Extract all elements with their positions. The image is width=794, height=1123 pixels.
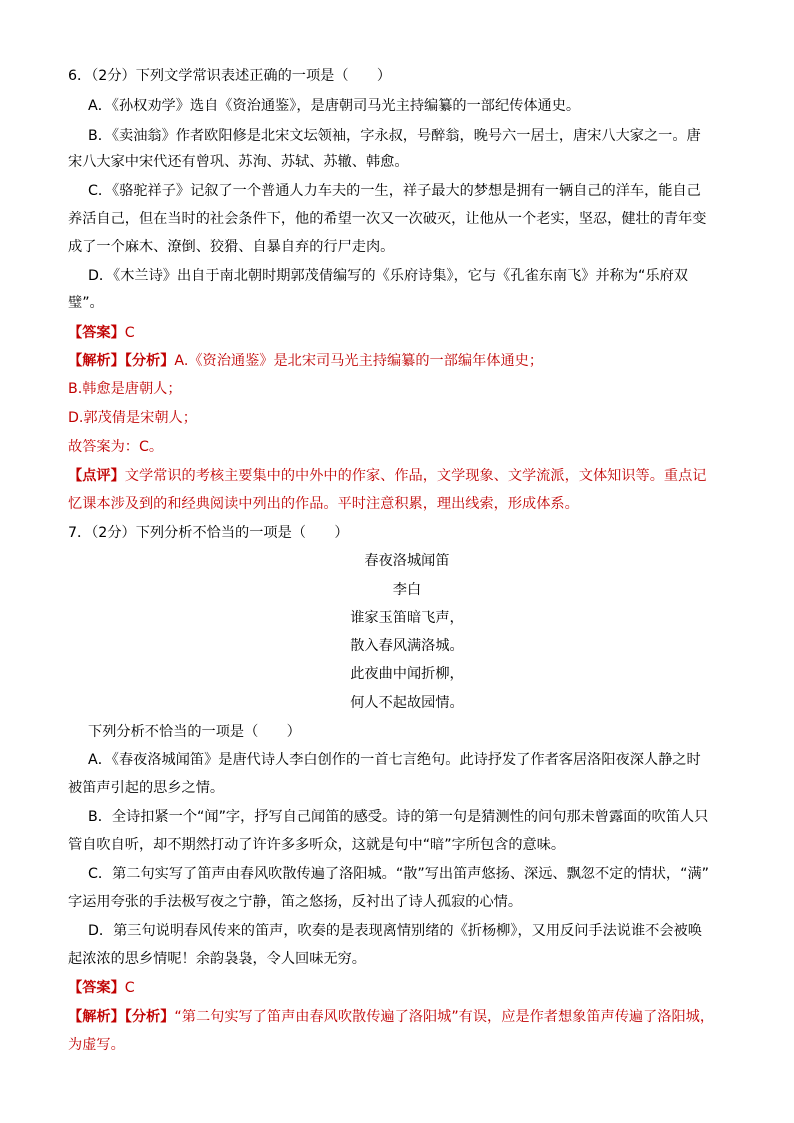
- q7-option-d-line1: D．第三句说明春风传来的笛声，吹奏的是表现离情别绪的《折杨柳》，又用反问手法说谁不会被唤: [88, 923, 702, 939]
- q7-answer: [68, 978, 135, 998]
- q6-comment-tag: 【点评】: [68, 468, 125, 484]
- q7-option-a-line1: A．《春夜洛城闻笛》是唐代诗人李白创作的一首七言绝句。此诗抒发了作者客居洛阳夜深人静之时: [88, 752, 701, 768]
- poem-line-3: 此夜曲中闻折柳，: [350, 666, 464, 682]
- poem-title: 春夜洛城闻笛: [364, 553, 450, 569]
- q6-analysis-line3: D.郭茂倩是宋朝人；: [68, 410, 197, 426]
- q6-analysis-line4: 故答案为：C。: [68, 439, 164, 455]
- q7-option-d-line2: 起浓浓的思乡情呢！余韵袅袅，令人回味无穷。: [68, 951, 366, 967]
- q7-option-c-line2: 字运用夸张的手法极写夜之宁静，笛之悠扬，反衬出了诗人孤寂的心情。: [68, 894, 523, 910]
- q7-option-b-line1: B．全诗扣紧一个“闻”字，抒写自己闻笛的感受。诗的第一句是猜测性的问句那未曾露面的吹笛人只: [88, 809, 709, 825]
- q7-answer-value: C: [124, 980, 135, 996]
- q6-comment-line1: 文学常识的考核主要集中的中外中的作家、作品，文学现象、文学流派，文体知识等。重点记: [124, 468, 707, 484]
- poem-author: 李白: [392, 582, 422, 598]
- q6-option-b-line2: 宋八大家中宋代还有曾巩、苏洵、苏轼、苏辙、韩愈。: [68, 154, 409, 170]
- q7-option-b-line2: 管自吹自听，却不期然打动了许许多多听众，这就是句中“暗”字所包含的意味。: [68, 837, 566, 853]
- q7-analysis-line1: “第二句实写了笛声由春风吹散传遍了洛阳城”有误，应是作者想象笛声传遍了洛阳城，: [174, 1009, 715, 1025]
- q6-analysis: [68, 351, 543, 371]
- q6-analysis-tag: 【解析】【分析】: [68, 353, 175, 369]
- poem-line-2: 散入春风满洛城。: [350, 638, 464, 654]
- poem-line-1: 谁家玉笛暗飞声，: [350, 610, 464, 626]
- poem-line-4: 何人不起故园情。: [350, 695, 464, 711]
- q7-analysis-tag: 【解析】【分析】: [68, 1009, 175, 1025]
- q7-option-c-line1: C．第二句实写了笛声由春风吹散传遍了洛阳城。“散”写出笛声悠扬、深远、飘忽不定的情状，“满”: [88, 866, 709, 882]
- q6-comment-line2: 忆课本涉及到的和经典阅读中列出的作品。平时注意积累，理出线索，形成体系。: [68, 496, 579, 512]
- q6-answer-tag: 【答案】: [68, 325, 125, 341]
- q6-comment: [68, 466, 706, 486]
- q6-option-d-line1: D．《木兰诗》出自于南北朝时期郭茂倩编写的《乐府诗集》，它与《孔雀东南飞》并称为“乐府双: [88, 268, 688, 284]
- q6-analysis-line2: B.韩愈是唐朝人；: [68, 381, 182, 397]
- q6-option-c-line1: C．《骆驼祥子》记叙了一个普通人力车夫的一生，祥子最大的梦想是拥有一辆自己的洋车，能自己: [88, 183, 701, 199]
- q7-analysis-line2: 为虚写。: [68, 1037, 125, 1053]
- q7-stem: 7．（2分）下列分析不恰当的一项是（ ）: [68, 525, 349, 541]
- q6-analysis-line1: A.《资治通鉴》是北宋司马光主持编纂的一部编年体通史；: [174, 353, 544, 369]
- q7-analysis: [68, 1007, 714, 1027]
- q6-option-d-line2: 璧”。: [68, 295, 104, 311]
- q7-option-a-line2: 被笛声引起的思乡之情。: [68, 780, 225, 796]
- q6-option-a: A．《孙权劝学》选自《资治通鉴》，是唐朝司马光主持编纂的一部纪传体通史。: [88, 98, 581, 114]
- q6-answer: [68, 323, 135, 343]
- q7-sub-stem: 下列分析不恰当的一项是（ ）: [88, 724, 301, 740]
- q6-option-c-line2: 养活自己，但在当时的社会条件下，他的希望一次又一次破灭，让他从一个老实，坚忍，健壮的青年变: [68, 211, 707, 227]
- q7-answer-tag: 【答案】: [68, 980, 125, 996]
- q6-answer-value: C: [124, 325, 135, 341]
- q6-option-c-line3: 成了一个麻木、潦倒、狡猾、自暴自弃的行尸走肉。: [68, 239, 395, 255]
- q6-stem: 6．（2分）下列文学常识表述正确的一项是（ ）: [68, 68, 392, 84]
- q6-option-b-line1: B．《卖油翁》作者欧阳修是北宋文坛领袖，字永叔，号醉翁，晚号六一居士，唐宋八大家之一。唐: [88, 128, 701, 144]
